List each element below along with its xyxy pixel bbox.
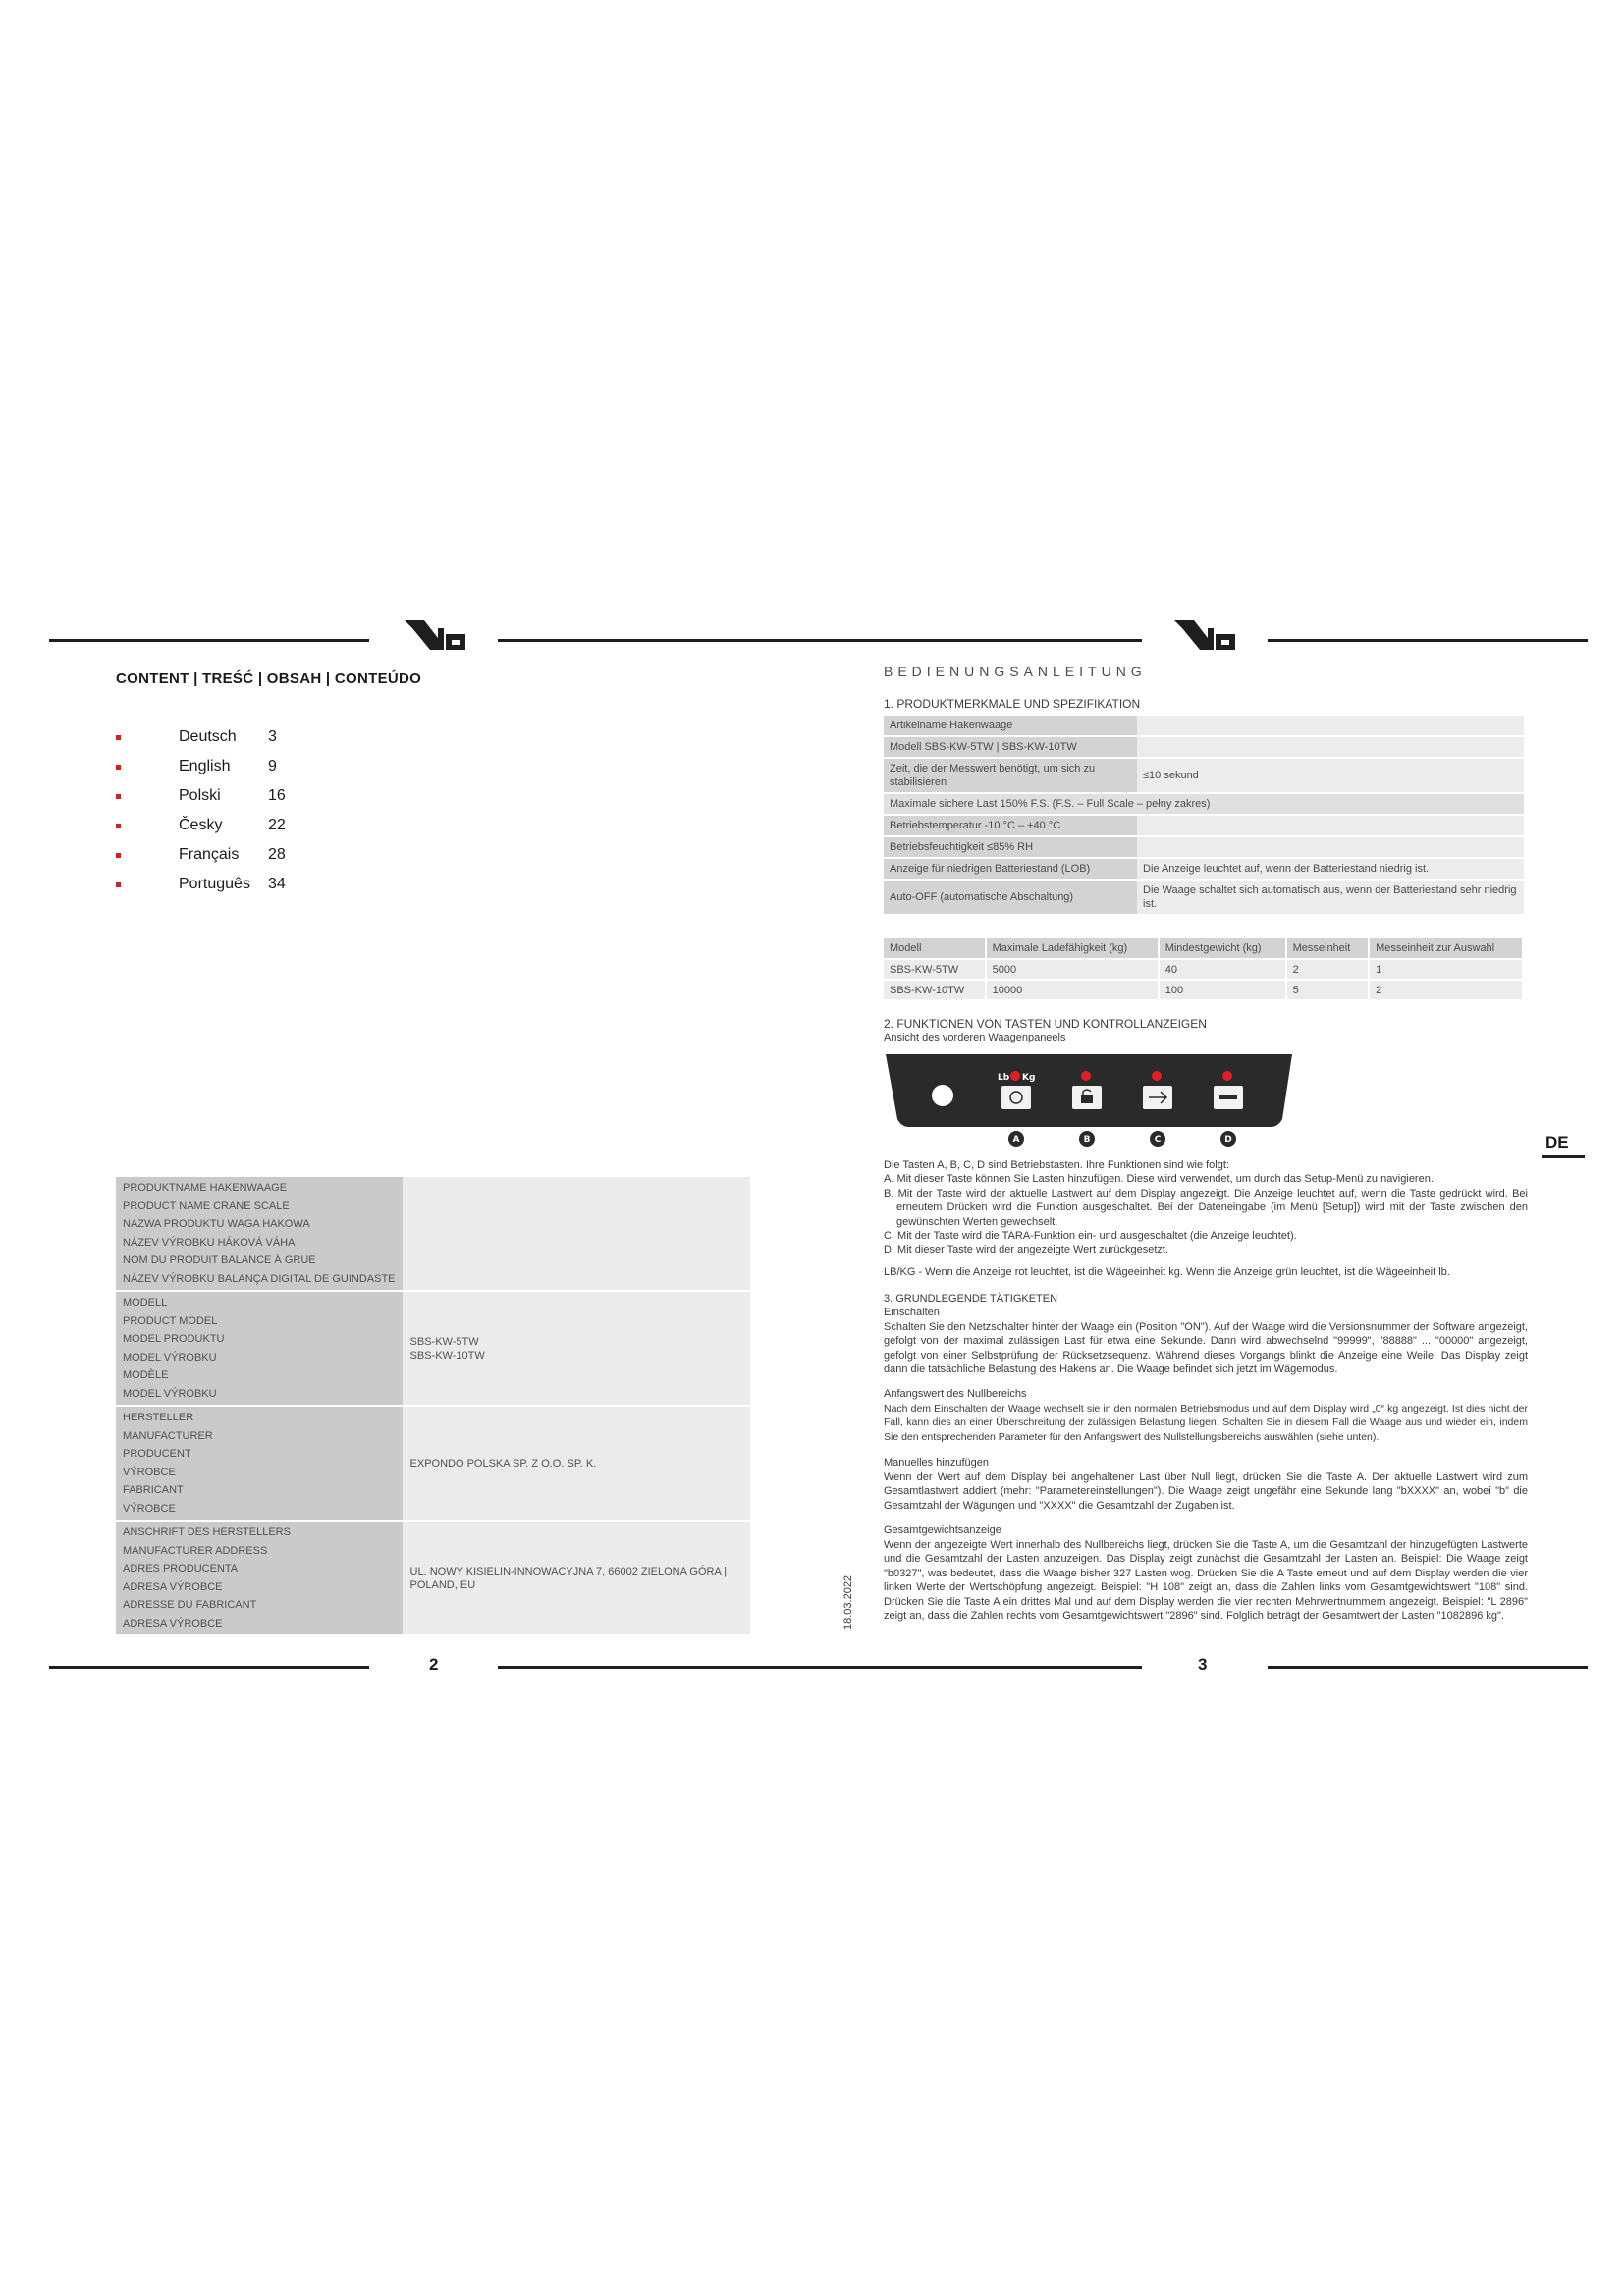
info-label: ADRESSE DU FABRICANT xyxy=(123,1599,257,1611)
footer-rule-right xyxy=(1268,1666,1588,1669)
header-rule-left-b xyxy=(498,639,1142,642)
key-d-button[interactable] xyxy=(1214,1086,1243,1109)
info-label: PRODUCENT xyxy=(123,1448,191,1460)
front-panel-illustration xyxy=(882,1050,1296,1148)
lbkg-description: LB/KG - Wenn die Anzeige rot leuchtet, ist die Wägeeinheit kg. Wenn die Anzeige grün leuchtet, ist die Wägeeinheit lb. xyxy=(884,1266,1450,1278)
toc-page-number: 28 xyxy=(268,846,286,863)
manual-add-text: Wenn der Wert auf dem Display bei angehaltener Last über Null liegt, drücken Sie die Taste A. Der aktuelle Lastwert wird zum Gesamtlastwert addiert (mehr: "Parametereinstellungen"). Die Waage zeigt ungefähr eine Sekunde lang "bXXXX" an, wobei "b" die Gesamtzahl der Wägungen und "XXXX" die Gesamtzahl der Zugaben ist. xyxy=(884,1471,1528,1512)
info-value: UL. NOWY KISIELIN-INNOWACYJNA 7, 66002 ZIELONA GÓRA | POLAND, EU xyxy=(403,1521,750,1635)
info-labels xyxy=(116,1406,403,1521)
toc-item[interactable] xyxy=(116,787,312,817)
toc-title: CONTENT | TREŚĆ | OBSAH | CONTEÚDO xyxy=(116,670,422,687)
toc-language: Polski xyxy=(179,787,221,804)
keys-intro: Die Tasten A, B, C, D sind Betriebstasten. Ihre Funktionen sind wie folgt: xyxy=(884,1159,1229,1171)
info-label: PRODUCT NAME CRANE SCALE xyxy=(123,1200,290,1212)
info-value: EXPONDO POLSKA SP. Z O.O. SP. K. xyxy=(403,1406,750,1521)
spec-key: Betriebsfeuchtigkeit ≤85% RH xyxy=(884,836,1137,858)
model-cell: 10000 xyxy=(986,980,1159,1000)
info-label: PRODUCT MODEL xyxy=(123,1314,218,1327)
model-cell: 2 xyxy=(1369,980,1523,1000)
model-cell: 2 xyxy=(1286,959,1369,980)
page-number-right: 3 xyxy=(1198,1655,1208,1674)
spec-key: Anzeige für niedrigen Batteriestand (LOB) xyxy=(884,858,1137,880)
info-label: PRODUKTNAME HAKENWAAGE xyxy=(123,1182,288,1194)
toc-item[interactable] xyxy=(116,728,312,758)
toc-language: Deutsch xyxy=(179,728,237,745)
model-header-cell: Modell xyxy=(884,938,986,959)
spec-value xyxy=(1137,815,1524,836)
einschalten-text: Schalten Sie den Netzschalter hinter der Waage ein (Position "ON"). Auf der Waage wird die Versionsnummer der Software angezeigt, gefolgt von der maximal zulässigen Last für etwa eine Sekunde. Dann wird abwechselnd "99999", "88888" ... "00000" angezeigt, gefolgt von einer Selbstprüfung der Rücksetzsequenz. Während dieses Vorgangs blinkt die Anzeige eine Weile. Das Display zeigt dann die tatsächliche Belastung des Hakens an. Die Waage befindet sich jetzt im Wägemodus. xyxy=(884,1321,1528,1376)
key-letter-d: D xyxy=(1224,1135,1232,1145)
bullet-icon xyxy=(116,735,121,740)
info-label: HERSTELLER xyxy=(123,1412,194,1423)
led-d-icon xyxy=(1222,1071,1232,1081)
toc-page-number: 16 xyxy=(268,787,286,804)
info-row xyxy=(116,1177,750,1291)
spec-key: Auto-OFF (automatische Abschaltung) xyxy=(884,880,1137,915)
gesamt-heading: Gesamtgewichtsanzeige xyxy=(884,1524,1001,1536)
info-labels xyxy=(116,1291,403,1406)
info-label: NAZWA PRODUKTU WAGA HAKOWA xyxy=(123,1218,310,1230)
spec-key: Artikelname Hakenwaage xyxy=(884,716,1137,736)
gesamt-text: Wenn der angezeigte Wert innerhalb des Nullbereichs liegt, drücken Sie die Taste A, um die Gesamtzahl der hinzugefügten Lastwerte und die Gesamtzahl der Lasten anzuzeigen. Das Display zeigt zunächst die Gesamtzahl der Lasten an. Beispiel: Die Waage zeigt "b0327", was bedeutet, dass die Waage bisher 327 Lasten wog. Drücken Sie die A Taste erneut und auf dem Display werden die vier linken Werte der Wertschöpfung angezeigt. Beispiel: "H 108" zeigt an, dass die Zahlen links vom Gesamtgewichtswert "108" sind. Drücken Sie die Taste A ein drittes Mal und auf dem Display werden die vier rechten Mehrwertnummern angezeigt. Beispiel: "L 2896" zeigt an, dass die Zahlen rechts vom Gesamtgewichtswert "2896" sind. Folglich beträgt der Gesamtwert der Lasten "1082896 kg". xyxy=(884,1539,1528,1623)
model-cell: 5 xyxy=(1286,980,1369,1000)
info-label: MODÈLE xyxy=(123,1369,169,1381)
toc-language: Česky xyxy=(179,817,223,833)
spec-row xyxy=(884,858,1524,880)
spec-value: Die Waage schaltet sich automatisch aus, wenn der Batteriestand sehr niedrig ist. xyxy=(1137,880,1524,915)
spec-row xyxy=(884,716,1524,736)
info-label: ANSCHRIFT DES HERSTELLERS xyxy=(123,1526,291,1538)
spec-row xyxy=(884,793,1524,815)
spec-row xyxy=(884,736,1524,758)
info-labels xyxy=(116,1521,403,1635)
spec-row xyxy=(884,758,1524,793)
bullet-icon xyxy=(116,765,121,770)
key-c-button[interactable] xyxy=(1143,1086,1172,1109)
spec-row xyxy=(884,880,1524,915)
model-cell: SBS-KW-10TW xyxy=(884,980,986,1000)
document-date: 18.03.2022 xyxy=(842,1575,854,1629)
power-indicator-icon xyxy=(932,1085,953,1106)
info-label: MANUFACTURER xyxy=(123,1429,213,1442)
model-cell: 5000 xyxy=(986,959,1159,980)
einschalten-heading: Einschalten xyxy=(884,1307,940,1318)
info-label: MANUFACTURER ADDRESS xyxy=(123,1544,268,1557)
unit-led-icon xyxy=(1010,1071,1020,1081)
key-description: D. Mit dieser Taste wird der angezeigte Wert zurückgesetzt. xyxy=(884,1244,1168,1256)
spec-value xyxy=(1137,736,1524,758)
toc-language: Français xyxy=(179,846,240,863)
spec-value: Die Anzeige leuchtet auf, wenn der Batteriestand niedrig ist. xyxy=(1137,858,1524,880)
toc-page-number: 3 xyxy=(268,728,277,745)
bullet-icon xyxy=(116,853,121,858)
info-label: ADRES PRODUCENTA xyxy=(123,1563,239,1575)
section-1-heading: 1. PRODUKTMERKMALE UND SPEZIFIKATION xyxy=(884,697,1141,711)
language-tab-underline xyxy=(1542,1155,1585,1158)
manual-add-heading: Manuelles hinzufügen xyxy=(884,1457,990,1468)
spec-table xyxy=(884,716,1524,916)
language-tab: DE xyxy=(1545,1133,1569,1151)
toc-item[interactable] xyxy=(116,758,312,787)
key-description: A. Mit dieser Taste können Sie Lasten hinzufügen. Diese wird verwendet, um durch das Setup-Menü zu navigieren. xyxy=(884,1173,1434,1186)
footer-rule-left-a xyxy=(49,1666,369,1669)
footer-rule-left-b xyxy=(498,1666,1142,1669)
svg-text:Kg: Kg xyxy=(1022,1073,1036,1083)
product-info-table xyxy=(116,1177,750,1636)
info-label: ADRESA VÝROBCE xyxy=(123,1580,223,1593)
info-label: MODEL PRODUKTU xyxy=(123,1333,225,1345)
spec-key: Modell SBS-KW-5TW | SBS-KW-10TW xyxy=(884,736,1137,758)
toc-language: Português xyxy=(179,876,250,892)
model-cell: SBS-KW-5TW xyxy=(884,959,986,980)
spec-value: ≤10 sekund xyxy=(1137,758,1524,793)
led-c-icon xyxy=(1152,1071,1162,1081)
spec-row xyxy=(884,815,1524,836)
model-cell: 40 xyxy=(1159,959,1286,980)
bullet-icon xyxy=(116,824,121,828)
info-label: MODEL VÝROBKU xyxy=(123,1351,217,1363)
key-letter-c: C xyxy=(1154,1135,1162,1145)
page-number-left: 2 xyxy=(429,1655,439,1674)
header-rule-right xyxy=(1268,639,1588,642)
spec-value xyxy=(1137,836,1524,858)
toc-item[interactable] xyxy=(116,846,312,876)
model-row xyxy=(884,959,1523,980)
null-heading: Anfangswert des Nullbereichs xyxy=(884,1388,1027,1400)
key-description: C. Mit der Taste wird die TARA-Funktion ein- und ausgeschaltet (die Anzeige leuchtet). xyxy=(884,1230,1297,1243)
info-label: VÝROBCE xyxy=(123,1466,176,1478)
spec-value xyxy=(1137,716,1524,736)
keys-description xyxy=(884,1158,1528,1257)
model-header-cell: Mindestgewicht (kg) xyxy=(1159,938,1286,959)
bullet-icon xyxy=(116,882,121,887)
toc-page-number: 9 xyxy=(268,758,277,774)
info-label: NÁZEV VÝROBKU HÁKOVÁ VÁHA xyxy=(123,1236,296,1249)
toc-language: English xyxy=(179,758,231,774)
info-row xyxy=(116,1521,750,1635)
svg-text:Lb: Lb xyxy=(998,1073,1010,1083)
toc-page-number: 34 xyxy=(268,876,286,892)
spec-key: Betriebstemperatur -10 °C – +40 °C xyxy=(884,815,1137,836)
info-value xyxy=(403,1177,750,1291)
key-letter-b: B xyxy=(1083,1135,1091,1145)
toc-item[interactable] xyxy=(116,876,312,905)
key-b-button[interactable] xyxy=(1072,1086,1102,1109)
toc-page-number: 22 xyxy=(268,817,286,833)
model-header-row xyxy=(884,938,1523,959)
info-value: SBS-KW-5TW SBS-KW-10TW xyxy=(403,1291,750,1406)
spec-key: Zeit, die der Messwert benötigt, um sich zu stabilisieren xyxy=(884,758,1137,793)
manual-title: BEDIENUNGSANLEITUNG xyxy=(884,664,1147,679)
spec-row xyxy=(884,836,1524,858)
key-description: B. Mit der Taste wird der aktuelle Lastwert auf dem Display angezeigt. Die Anzeige leuchtet auf, wenn die Taste gedrückt wird. Bei erneutem Drücken wird die Funktion ausgeschaltet. Bei der Dateneingabe (im Menü [Setup]) wird mit der Taste zwischen den gewünschten Werten gewechselt. xyxy=(884,1187,1528,1228)
model-cell: 100 xyxy=(1159,980,1286,1000)
model-row xyxy=(884,980,1523,1000)
model-cell: 1 xyxy=(1369,959,1523,980)
info-label: MODEL VÝROBKU xyxy=(123,1387,217,1400)
table-of-contents xyxy=(116,728,312,905)
toc-item[interactable] xyxy=(116,817,312,846)
model-header-cell: Messeinheit xyxy=(1286,938,1369,959)
info-label: MODELL xyxy=(123,1297,168,1308)
section-2-subheading: Ansicht des vorderen Waagenpaneels xyxy=(884,1032,1066,1043)
section-3-heading: 3. GRUNDLEGENDE TÄTIGKETEN xyxy=(884,1293,1058,1305)
model-header-cell: Messeinheit zur Auswahl xyxy=(1369,938,1523,959)
info-label: NOM DU PRODUIT BALANCE À GRUE xyxy=(123,1255,316,1266)
model-table xyxy=(884,938,1524,1001)
model-header-cell: Maximale Ladefähigkeit (kg) xyxy=(986,938,1159,959)
info-label: NÁZEV VÝROBKU BALANÇA DIGITAL DE GUINDASTE xyxy=(123,1272,396,1285)
info-row xyxy=(116,1291,750,1406)
info-row xyxy=(116,1406,750,1521)
bullet-icon xyxy=(116,794,121,799)
info-labels xyxy=(116,1177,403,1291)
header-rule-left-a xyxy=(49,639,369,642)
null-text: Nach dem Einschalten der Waage wechselt sie in den normalen Betriebsmodus und auf dem Display wird „0“ kg angezeigt. Ist dies nicht der Fall, kann dies an einer Überschreitung der zulässigen Belastung liegen. Schalten Sie in diesem Fall die Waage aus und wieder ein, indem Sie den entsprechenden Parameter für den Anfangswert des Nullstellungsbereichs auswählen (siehe unten). xyxy=(884,1403,1528,1443)
key-letter-a: A xyxy=(1012,1135,1020,1145)
brand-logo-left xyxy=(403,616,473,656)
led-b-icon xyxy=(1081,1071,1091,1081)
spec-key: Maximale sichere Last 150% F.S. (F.S. – Full Scale – pełny zakres) xyxy=(884,793,1524,815)
section-2-heading: 2. FUNKTIONEN VON TASTEN UND KONTROLLANZEIGEN xyxy=(884,1017,1207,1031)
info-label: VÝROBCE xyxy=(123,1502,176,1515)
info-label: ADRESA VÝROBCE xyxy=(123,1617,223,1629)
brand-logo-right xyxy=(1172,616,1243,656)
info-label: FABRICANT xyxy=(123,1484,184,1496)
key-a-button[interactable] xyxy=(1001,1086,1031,1109)
